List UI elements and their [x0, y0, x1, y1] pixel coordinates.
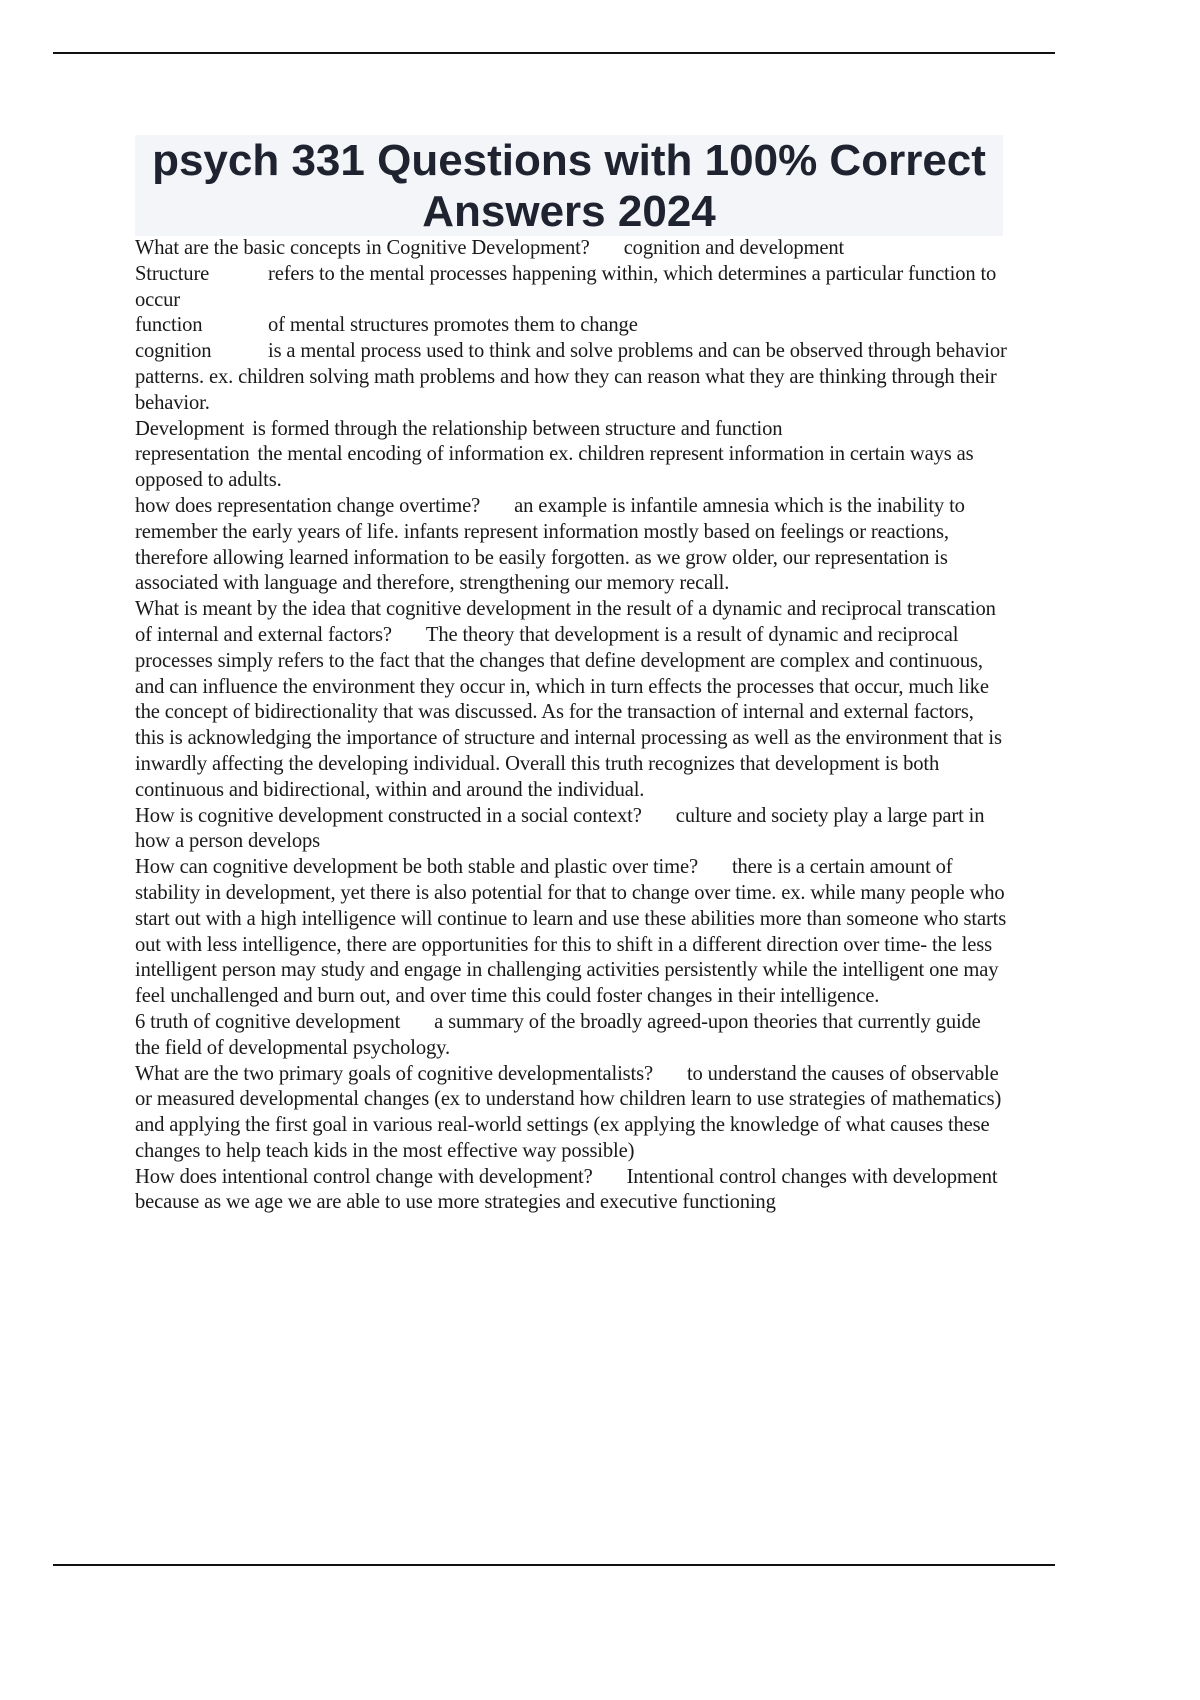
- qa-entry: [135, 236, 1007, 262]
- header-rule: [53, 52, 1055, 54]
- entry-term: How can cognitive development be both stable and plastic over time?: [135, 856, 698, 879]
- entry-definition: refers to the mental processes happening within, which determines a particular function to occur: [135, 262, 997, 311]
- entry-definition: there is a certain amount of stability in development, yet there is also potential for that to change over time. ex. while many people who start out with a high intelligence will continue to learn and use these abilities more than someone who starts out with less intelligence, there are opportunities for this to shift in a different direction over time- the less intelligent person may study and engage in challenging activities persistently while the intelligent one may feel unchallenged and burn out, and over time this could foster changes in their intelligence.: [135, 856, 1007, 1008]
- entry-definition: cognition and development: [623, 237, 845, 259]
- entry-term: Development: [135, 417, 245, 440]
- entry-definition: to understand the causes of observable or measured developmental changes (ex to understand how children learn to use strategies of mathematics) and applying the first goal in various real-world settings (ex applying the knowledge of what causes these changes to help teach kids in the most effective way possible): [135, 1062, 1002, 1162]
- entry-term: What are the two primary goals of cognitive developmentalists?: [135, 1062, 653, 1085]
- entry-definition: Intentional control changes with development because as we age we are able to use more strategies and executive functioning: [135, 1165, 998, 1214]
- qa-entry: [135, 597, 1007, 803]
- entry-definition: the mental encoding of information ex. children represent information in certain ways as opposed to adults.: [135, 443, 974, 492]
- entry-definition: a summary of the broadly agreed-upon theories that currently guide the field of developmental psychology.: [135, 1010, 981, 1059]
- entry-term: What are the basic concepts in Cognitive Development?: [135, 237, 590, 259]
- entry-term: 6 truth of cognitive development: [135, 1010, 401, 1033]
- entry-term: function: [135, 314, 203, 337]
- entry-term: how does representation change overtime?: [135, 494, 481, 517]
- entry-term: How does intentional control change with development?: [135, 1165, 593, 1188]
- entry-term: representation: [135, 443, 250, 466]
- qa-entry: [135, 442, 1007, 494]
- qa-entry: [135, 313, 1007, 339]
- qa-entry: [135, 494, 1007, 597]
- qa-entry: [135, 1010, 1007, 1062]
- qa-entry: [135, 339, 1007, 416]
- qa-entry: [135, 1165, 1007, 1217]
- flashcard-list: [135, 236, 1007, 1216]
- entry-definition: an example is infantile amnesia which is the inability to remember the early years of life. infants represent information mostly based on feelings or reactions, therefore allowing learned information to be easily forgotten. as we grow older, our representation is associated with language and therefore, strengthening our memory recall.: [135, 494, 965, 595]
- qa-entry: [135, 1062, 1007, 1165]
- entry-definition: of mental structures promotes them to change: [268, 314, 638, 337]
- entry-term: Structure: [135, 262, 210, 285]
- qa-entry: [135, 417, 1007, 443]
- footer-rule: [53, 1564, 1055, 1566]
- entry-term: cognition: [135, 340, 212, 363]
- qa-entry: [135, 804, 1007, 856]
- entry-term: What is meant by the idea that cognitive development in the result of a dynamic and reciprocal transcation of internal and external factors?: [135, 598, 996, 646]
- entry-term: How is cognitive development constructed in a social context?: [135, 804, 642, 827]
- entry-definition: The theory that development is a result of dynamic and reciprocal processes simply refers to the fact that the changes that define development are complex and continuous, and can influence the environment they occur in, which in turn effects the processes that occur, much like the concept of bidirectionality that was discussed. As for the transaction of internal and external factors, this is acknowledging the importance of structure and internal processing as well as the environment that is inwardly affecting the developing individual. Overall this truth recognizes that development is both continuous and bidirectional, within and around the individual.: [135, 623, 1002, 801]
- qa-entry: [135, 855, 1007, 1010]
- page-title: psych 331 Questions with 100% Correct Answers 2024: [135, 135, 1003, 236]
- entry-definition: is a mental process used to think and solve problems and can be observed through behavior patterns. ex. children solving math problems and how they can reason what they are thinking through their behavior.: [135, 340, 1007, 414]
- entry-definition: is formed through the relationship between structure and function: [252, 417, 783, 440]
- qa-entry: [135, 262, 1007, 314]
- entry-definition: culture and society play a large part in how a person develops: [135, 804, 985, 853]
